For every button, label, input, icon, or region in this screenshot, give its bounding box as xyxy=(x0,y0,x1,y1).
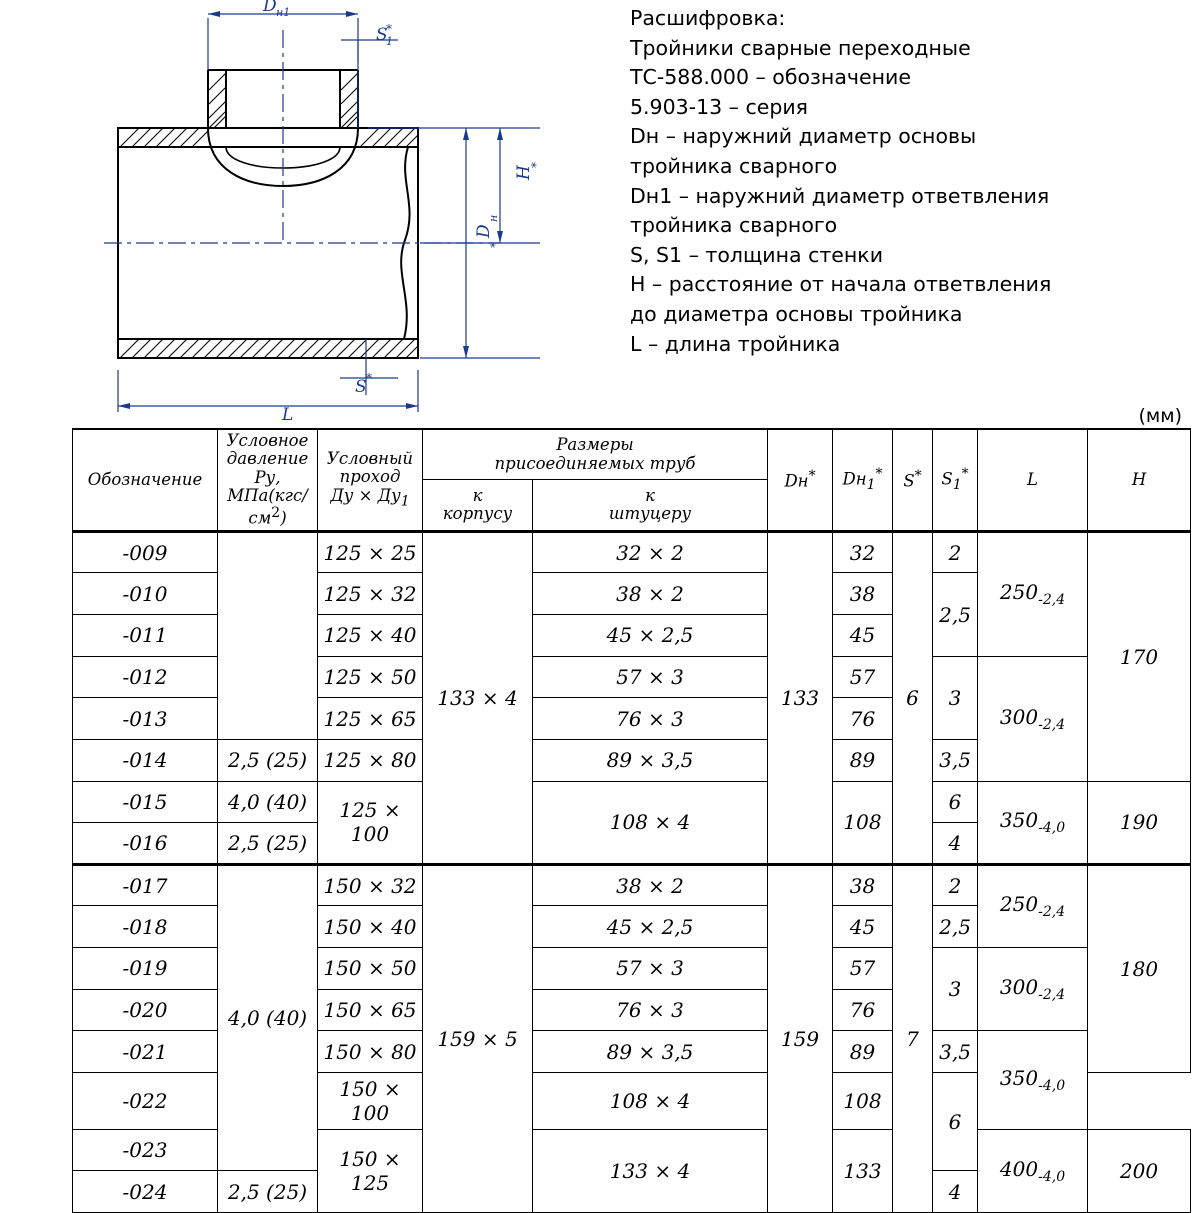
cell-s: 6 xyxy=(893,531,933,864)
cell-passage: 125 × 40 xyxy=(318,615,423,657)
cell-designation: -022 xyxy=(73,1072,218,1129)
cell-s1: 3,5 xyxy=(933,1031,978,1073)
cell-designation: -015 xyxy=(73,781,218,823)
label-dn-star: * xyxy=(488,242,502,248)
cell-to-branch: 57 × 3 xyxy=(533,656,768,698)
header-designation: Обозначение xyxy=(73,429,218,531)
cell-designation: -010 xyxy=(73,573,218,615)
header-pressure-l2: давление xyxy=(226,449,309,469)
cell-pressure: 4,0 (40) xyxy=(218,781,318,823)
cell-pressure: 2,5 (25) xyxy=(218,1171,318,1213)
cell-dn1: 45 xyxy=(833,615,893,657)
cell-passage: 150 × 65 xyxy=(318,989,423,1031)
label-dn1-top-sub: н1 xyxy=(276,6,291,19)
cell-l: $400_{-4,0}$ xyxy=(978,1129,1088,1212)
cell-passage: 125 × 32 xyxy=(318,573,423,615)
cell-l: $250_{-2,4}$ xyxy=(978,531,1088,656)
legend-line-7: S, S1 – толщина стенки xyxy=(630,242,884,267)
header-dn: Dн* xyxy=(768,429,833,531)
cell-to-branch: 108 × 4 xyxy=(533,781,768,864)
label-dn1-top: D xyxy=(263,0,277,16)
cell-to-branch: 45 × 2,5 xyxy=(533,615,768,657)
legend-line-1: ТС-588.000 – обозначение xyxy=(630,65,911,90)
cell-dn: 159 xyxy=(768,864,833,1212)
cell-s1: 2 xyxy=(933,531,978,573)
label-dn-side-sub: н xyxy=(487,214,500,222)
cell-dn1: 108 xyxy=(833,1072,893,1129)
cell-l: $350_{-4,0}$ xyxy=(978,1031,1088,1129)
cell-s1: 3,5 xyxy=(933,739,978,781)
cell-to-branch: 38 × 2 xyxy=(533,573,768,615)
cell-designation: -024 xyxy=(73,1171,218,1213)
cell-passage: 125 × 100 xyxy=(318,781,423,864)
units-note: (мм) xyxy=(1138,405,1182,427)
cell-s1: 3 xyxy=(933,656,978,739)
legend-line-3: Dн – наружний диаметр основы xyxy=(630,124,977,149)
header-s1: $S_1^*$ xyxy=(933,429,978,531)
cell-designation: -021 xyxy=(73,1031,218,1073)
header-pressure-l4: МПа(кгс/см xyxy=(227,486,308,528)
table-row xyxy=(73,864,1191,906)
cell-pressure xyxy=(218,531,318,739)
cell-dn1: 108 xyxy=(833,781,893,864)
header-to-body: к корпусу xyxy=(423,480,533,531)
cell-passage: 150 × 100 xyxy=(318,1072,423,1129)
cell-passage: 150 × 125 xyxy=(318,1129,423,1212)
cell-to-branch: 76 × 3 xyxy=(533,698,768,740)
cell-designation: -009 xyxy=(73,531,218,573)
cell-passage: 125 × 25 xyxy=(318,531,423,573)
legend-line-10: L – длина тройника xyxy=(630,331,841,356)
cell-dn1: 45 xyxy=(833,906,893,948)
header-pressure-l3: Ру, xyxy=(254,467,281,487)
cell-passage: 150 × 50 xyxy=(318,948,423,990)
cell-h: 190 xyxy=(1088,781,1191,864)
cell-s: 7 xyxy=(893,864,933,1212)
cell-s1: 2 xyxy=(933,864,978,906)
cell-designation: -013 xyxy=(73,698,218,740)
cell-s1: 2,5 xyxy=(933,906,978,948)
cell-to-body: 159 × 5 xyxy=(423,864,533,1212)
header-passage-l3: Ду × Ду xyxy=(330,485,401,505)
label-s1-sub: 1 xyxy=(386,35,393,48)
tee-fitting-drawing xyxy=(0,0,620,420)
cell-dn1: 32 xyxy=(833,531,893,573)
header-passage-l2: проход xyxy=(339,467,401,487)
cell-l: $350_{-4,0}$ xyxy=(978,781,1088,864)
legend-title: Расшифровка: xyxy=(630,6,786,30)
cell-dn: 133 xyxy=(768,531,833,864)
cell-to-branch: 108 × 4 xyxy=(533,1072,768,1129)
header-passage-sub: 1 xyxy=(400,493,410,510)
cell-passage: 150 × 40 xyxy=(318,906,423,948)
table-row xyxy=(73,781,1191,823)
header-pressure-l1: Условное xyxy=(226,431,309,450)
header-pressure-l5: ) xyxy=(280,508,287,528)
label-s1-star: * xyxy=(386,22,392,36)
header-l: L xyxy=(978,429,1088,531)
table-row xyxy=(73,531,1191,573)
cell-to-branch: 45 × 2,5 xyxy=(533,906,768,948)
label-s: S xyxy=(355,377,367,397)
cell-dn1: 133 xyxy=(833,1129,893,1212)
cell-pressure: 4,0 (40) xyxy=(218,864,318,1170)
header-s: S* xyxy=(893,429,933,531)
cell-h: 200 xyxy=(1088,1129,1191,1212)
cell-l: $250_{-2,4}$ xyxy=(978,864,1088,947)
cell-dn1: 57 xyxy=(833,656,893,698)
cell-to-branch: 38 × 2 xyxy=(533,864,768,906)
cell-passage: 150 × 80 xyxy=(318,1031,423,1073)
header-h: H xyxy=(1088,429,1191,531)
cell-h: 180 xyxy=(1088,864,1191,1072)
label-h: H xyxy=(514,165,534,180)
cell-dn1: 76 xyxy=(833,989,893,1031)
legend-line-4: тройника сварного xyxy=(630,153,838,178)
cell-h: 170 xyxy=(1088,531,1191,781)
specifications-table xyxy=(72,428,1191,1213)
cell-passage: 150 × 32 xyxy=(318,864,423,906)
header-pipes-l1: Размеры xyxy=(556,435,634,455)
cell-designation: -014 xyxy=(73,739,218,781)
cell-designation: -019 xyxy=(73,948,218,990)
cell-designation: -017 xyxy=(73,864,218,906)
cell-passage: 125 × 65 xyxy=(318,698,423,740)
cell-designation: -012 xyxy=(73,656,218,698)
cell-to-branch: 57 × 3 xyxy=(533,948,768,990)
header-pressure xyxy=(218,429,318,531)
legend-line-9: до диаметра основы тройника xyxy=(630,301,963,326)
cell-dn1: 38 xyxy=(833,573,893,615)
cell-s1: 4 xyxy=(933,1171,978,1213)
cell-dn1: 89 xyxy=(833,1031,893,1073)
cell-to-branch: 32 × 2 xyxy=(533,531,768,573)
legend-line-6: тройника сварного xyxy=(630,213,838,238)
legend-line-0: Тройники сварные переходные xyxy=(630,35,971,60)
cell-s1: 6 xyxy=(933,781,978,823)
cell-to-branch: 89 × 3,5 xyxy=(533,1031,768,1073)
legend-line-8: H – расстояние от начала ответвления xyxy=(630,272,1052,297)
legend-line-2: 5.903-13 – серия xyxy=(630,94,809,119)
header-dn1: $Dн_1^*$ xyxy=(833,429,893,531)
cell-l: $300_{-2,4}$ xyxy=(978,656,1088,781)
cell-pressure: 2,5 (25) xyxy=(218,823,318,865)
label-dn-side: D xyxy=(474,224,494,238)
label-h-star: * xyxy=(529,162,543,168)
cell-pressure: 2,5 (25) xyxy=(218,739,318,781)
cell-designation: -023 xyxy=(73,1129,218,1171)
header-passage xyxy=(318,429,423,531)
cell-dn1: 38 xyxy=(833,864,893,906)
cell-designation: -020 xyxy=(73,989,218,1031)
cell-designation: -018 xyxy=(73,906,218,948)
label-l: L xyxy=(282,405,294,420)
legend-block xyxy=(630,4,1190,359)
cell-designation: -016 xyxy=(73,823,218,865)
cell-designation: -011 xyxy=(73,615,218,657)
label-s1: S xyxy=(376,25,388,45)
cell-s1: 2,5 xyxy=(933,573,978,656)
cell-s1: 3 xyxy=(933,948,978,1031)
cell-to-branch: 76 × 3 xyxy=(533,989,768,1031)
tee-drawing-svg xyxy=(0,0,620,420)
header-to-branch: к штуцеру xyxy=(533,480,768,531)
header-pipes xyxy=(423,429,768,480)
cell-l: $300_{-2,4}$ xyxy=(978,948,1088,1031)
label-s-star: * xyxy=(366,371,372,385)
header-pressure-sup: 2 xyxy=(271,504,281,521)
cell-dn1: 89 xyxy=(833,739,893,781)
header-passage-l1: Условный xyxy=(326,448,414,468)
header-pipes-l2: присоединяемых труб xyxy=(494,453,696,473)
cell-passage: 125 × 80 xyxy=(318,739,423,781)
cell-to-branch: 133 × 4 xyxy=(533,1129,768,1212)
cell-s1: 4 xyxy=(933,823,978,865)
cell-dn1: 76 xyxy=(833,698,893,740)
cell-passage: 125 × 50 xyxy=(318,656,423,698)
cell-to-body: 133 × 4 xyxy=(423,531,533,864)
legend-line-5: Dн1 – наружний диаметр ответвления xyxy=(630,183,1050,208)
cell-s1: 6 xyxy=(933,1072,978,1170)
cell-to-branch: 89 × 3,5 xyxy=(533,739,768,781)
cell-dn1: 57 xyxy=(833,948,893,990)
